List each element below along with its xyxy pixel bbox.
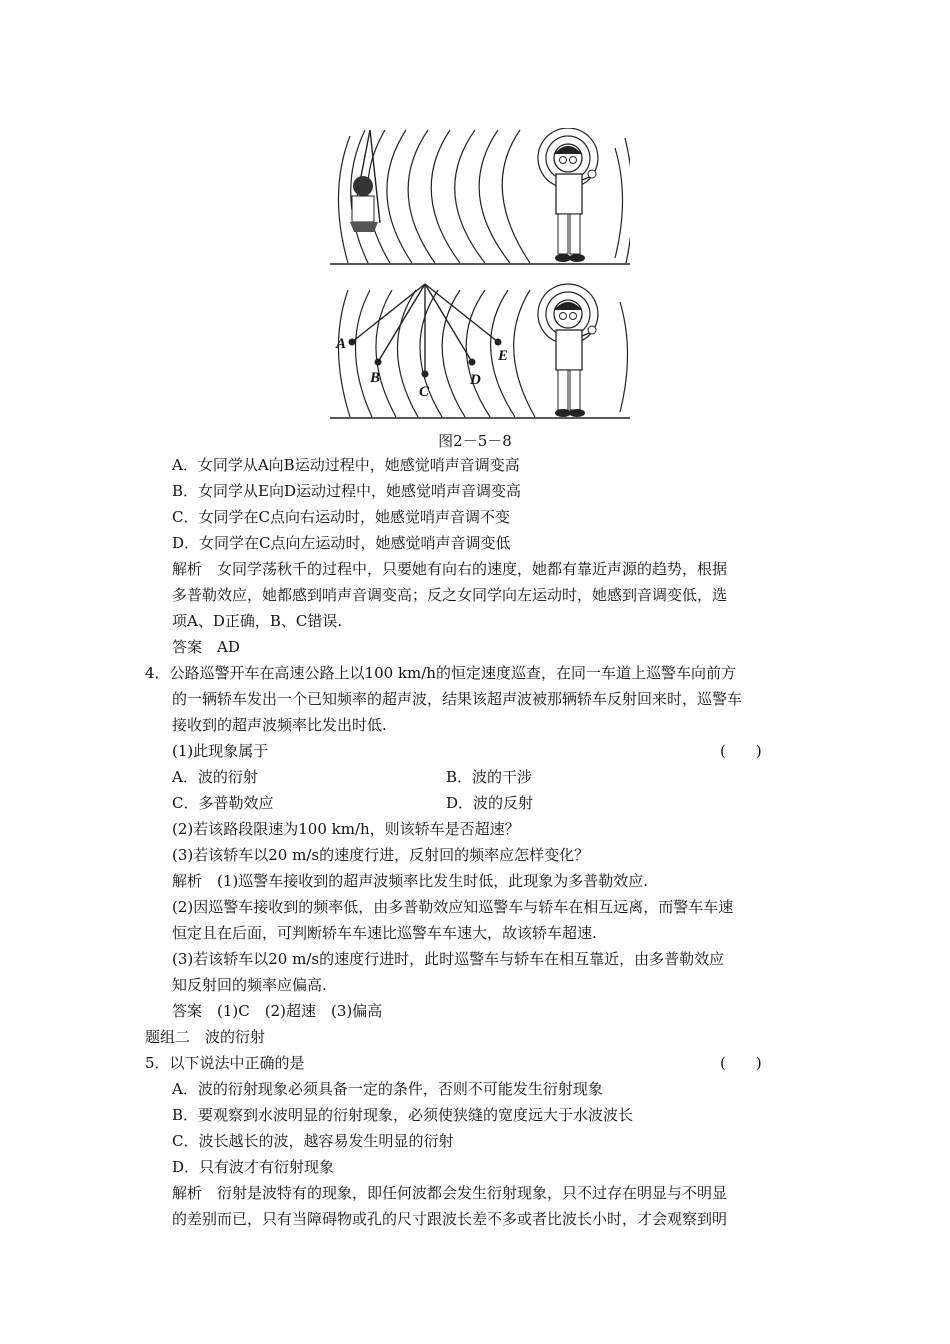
- point-a-dot: [349, 339, 356, 346]
- q5-analysis-line-2: 的差别而已，只有当障碍物或孔的尺寸跟波长差不多或者比波长小时，才会观察到明: [172, 1210, 728, 1228]
- q4-stem-line-3: 接收到的超声波频率比发出时低.: [172, 716, 387, 734]
- q5-analysis-line-1: 解析 衍射是波特有的现象，即任何波都会发生衍射现象，只不过存在明显与不明显: [172, 1184, 728, 1202]
- label-d: D: [470, 372, 481, 388]
- q4-analysis-line-1: 解析 (1)巡警车接收到的超声波频率比发生时低，此现象为多普勒效应.: [172, 872, 649, 890]
- q4-sub1: (1)此现象属于: [172, 742, 269, 760]
- figure-swing-top: [330, 128, 630, 268]
- figure-swing-positions: [330, 282, 630, 422]
- wave-diagram-bottom: [330, 282, 630, 422]
- group2-title: 题组二 波的衍射: [145, 1028, 266, 1046]
- q5-answer-paren: ( ): [720, 1054, 762, 1072]
- q4-option-b: B．波的干涉: [446, 768, 533, 786]
- q3-option-b: B．女同学从E向D运动过程中，她感觉哨声音调变高: [172, 482, 522, 500]
- q4-analysis-line-2: (2)因巡警车接收到的频率低，由多普勒效应知巡警车与轿车在相互远离，而警车车速: [172, 898, 734, 916]
- q3-option-a: A．女同学从A向B运动过程中，她感觉哨声音调变高: [172, 456, 520, 474]
- q4-option-d: D．波的反射: [446, 794, 534, 812]
- q4-analysis-line-3: 恒定且在后面，可判断轿车车速比巡警车车速大，故该轿车超速.: [172, 924, 597, 942]
- q5-stem: 5．以下说法中正确的是: [145, 1054, 305, 1072]
- q5-option-c: C．波长越长的波，越容易发生明显的衍射: [172, 1132, 454, 1150]
- q4-analysis-line-4: (3)若该轿车以20 m/s的速度行进时，此时巡警车与轿车在相互靠近，由多普勒效应: [172, 950, 725, 968]
- q3-analysis-line-1: 解析 女同学荡秋千的过程中，只要她有向右的速度，她都有靠近声源的趋势，根据: [172, 560, 728, 578]
- q4-option-c: C．多普勒效应: [172, 794, 274, 812]
- q3-option-d: D．女同学在C点向左运动时，她感觉哨声音调变低: [172, 534, 511, 552]
- q5-option-b: B．要观察到水波明显的衍射现象，必须使狭缝的宽度远大于水波波长: [172, 1106, 634, 1124]
- label-c: C: [419, 384, 430, 400]
- q3-answer: 答案 AD: [172, 638, 240, 656]
- q4-answer-paren: ( ): [720, 742, 762, 760]
- q5-option-d: D．只有波才有衍射现象: [172, 1158, 335, 1176]
- point-d-dot: [469, 359, 476, 366]
- label-e: E: [498, 348, 509, 364]
- figure-caption: 图2－5－8: [438, 432, 512, 450]
- q4-stem-line-1: 4．公路巡警开车在高速公路上以100 km/h的恒定速度巡查，在同一车道上巡警车向前方: [145, 664, 736, 682]
- q4-analysis-line-5: 知反射回的频率应偏高.: [172, 976, 327, 994]
- point-c-dot: [422, 371, 429, 378]
- q3-analysis-line-2: 多普勒效应，她都感到哨声音调变高；反之女同学向左运动时，她感到音调变低，选: [172, 586, 728, 604]
- q3-analysis-line-3: 项A、D正确，B、C错误.: [172, 612, 343, 630]
- q4-sub2: (2)若该路段限速为100 km/h，则该轿车是否超速？: [172, 820, 520, 838]
- q4-answer: 答案 (1)C (2)超速 (3)偏高: [172, 1002, 383, 1020]
- q4-stem-line-2: 的一辆轿车发出一个已知频率的超声波，结果该超声波被那辆轿车反射回来时，巡警车: [172, 690, 743, 708]
- point-b-dot: [375, 359, 382, 366]
- girl-on-swing: [350, 176, 378, 232]
- q3-option-c: C．女同学在C点向右运动时，她感觉哨声音调不变: [172, 508, 510, 526]
- point-e-dot: [495, 339, 502, 346]
- q4-sub3: (3)若该轿车以20 m/s的速度行进，反射回的频率应怎样变化？: [172, 846, 590, 864]
- label-a: A: [336, 336, 347, 352]
- q5-option-a: A．波的衍射现象必须具备一定的条件，否则不可能发生衍射现象: [172, 1080, 603, 1098]
- q4-option-a: A．波的衍射: [172, 768, 258, 786]
- label-b: B: [370, 370, 381, 386]
- wave-diagram-top: [330, 128, 630, 268]
